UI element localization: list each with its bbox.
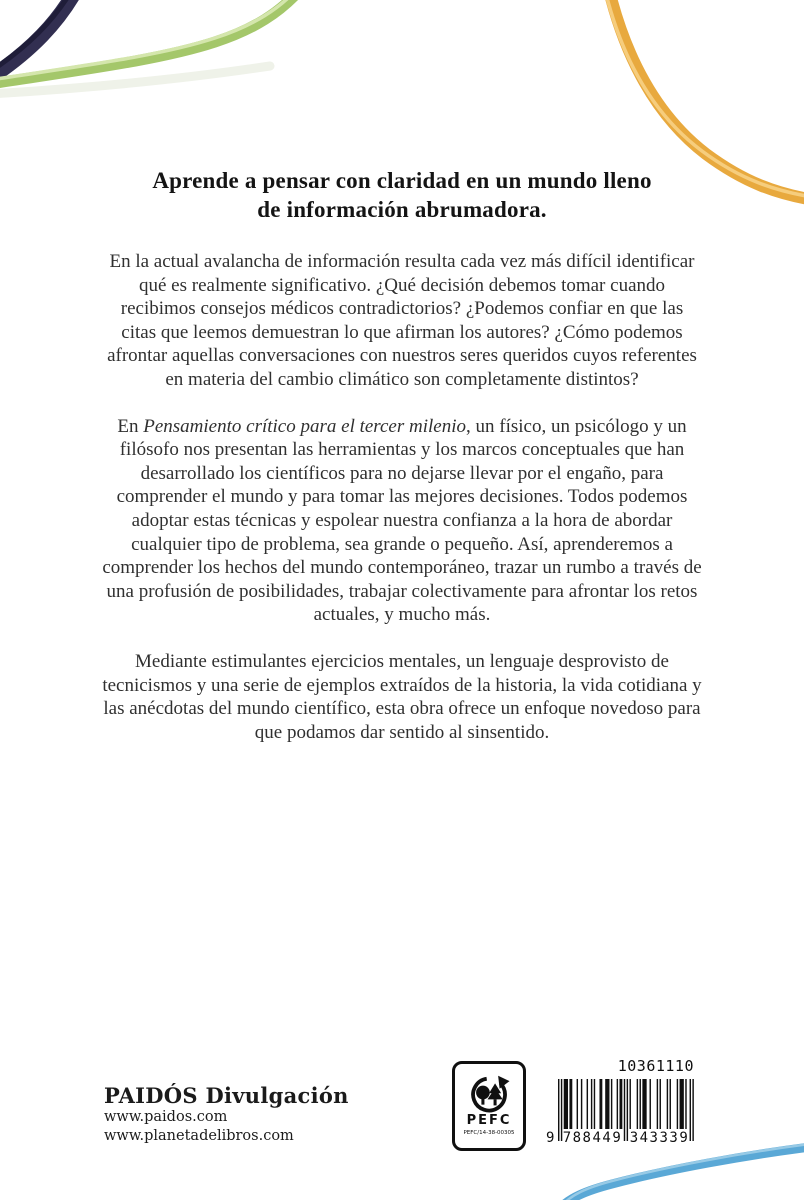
imprint-logo: PAIDÓS Divulgación bbox=[104, 1083, 349, 1108]
blue-cord-highlight bbox=[562, 1143, 804, 1200]
pefc-label: PEFC bbox=[466, 1113, 512, 1128]
paragraph-2-prefix: En bbox=[117, 415, 144, 437]
navy-cord-core bbox=[0, 0, 72, 73]
website-url-2: www.planetadelibros.com bbox=[104, 1127, 294, 1144]
paragraph-1: En la actual avalancha de información resulta cada vez más difícil identificar qué es realmente significativo. ¿Qué decisión debemos tomar cuando recibimos consejos médicos contradictorios? ¿Podemos confiar en que las citas que leemos demuestran lo que afirman los autores? ¿Cómo podemos afrontar aquellas conversaciones con nuestros seres queridos cuyos referentes en materia del cambio climático son completamente distintos? bbox=[107, 251, 697, 390]
ribbon-faint bbox=[0, 66, 270, 94]
paragraph-2 bbox=[102, 415, 702, 627]
book-title-italic: Pensamiento crítico para el tercer milenio bbox=[143, 415, 466, 437]
isbn-group-2: 343339 bbox=[629, 1130, 690, 1146]
pefc-trees-icon bbox=[466, 1075, 512, 1113]
green-cord bbox=[0, 0, 300, 84]
pefc-cert-number: PEFC/14-38-00305 bbox=[463, 1130, 515, 1136]
paragraph-2-rest: , un físico, un psicólogo y un filósofo nos presentan las herramientas y los marcos conceptuales que han desarrollado los científicos para no dejarse llevar por el engaño, para comprender el mundo y para tomar las mejores decisiones. Todos podemos adoptar estas técnicas y espolear nuestra confianza a la hora de abordar cualquier tipo de problema, sea grande o pequeño. Así, aprenderemos a comprender los hechos del mundo contemporáneo, trazar un rumbo a través de una profusión de posibilidades, trabajar colectivamente para afrontar los retos actuales, y mucho más. bbox=[102, 415, 702, 626]
blue-cord bbox=[560, 1146, 804, 1200]
imprint-block bbox=[104, 1084, 349, 1145]
headline-line-1: Aprende a pensar con claridad en un mundo lleno bbox=[152, 168, 652, 193]
isbn-group-1: 788449 bbox=[562, 1130, 623, 1146]
back-cover-text bbox=[102, 166, 702, 744]
headline-line-2: de información abrumadora. bbox=[257, 197, 547, 222]
pefc-logo-box bbox=[452, 1061, 526, 1151]
isbn-digit-9: 9 bbox=[546, 1130, 555, 1146]
navy-cord bbox=[0, 0, 76, 78]
paragraph-3: Mediante estimulantes ejercicios mentales, un lenguaje desprovisto de tecnicismos y una serie de ejemplos extraídos de la historia, la vida cotidiana y las anécdotas del mundo científico, esta obra ofrece un enfoque novedoso para que podamos dar sentido al sinsentido. bbox=[102, 650, 702, 743]
barcode-block bbox=[546, 1057, 696, 1151]
ean13-barcode bbox=[546, 1079, 696, 1151]
website-url-1: www.paidos.com bbox=[104, 1109, 228, 1125]
green-cord-highlight bbox=[0, 0, 298, 80]
barcode-top-number: 10361110 bbox=[617, 1057, 694, 1075]
headline bbox=[102, 166, 702, 224]
